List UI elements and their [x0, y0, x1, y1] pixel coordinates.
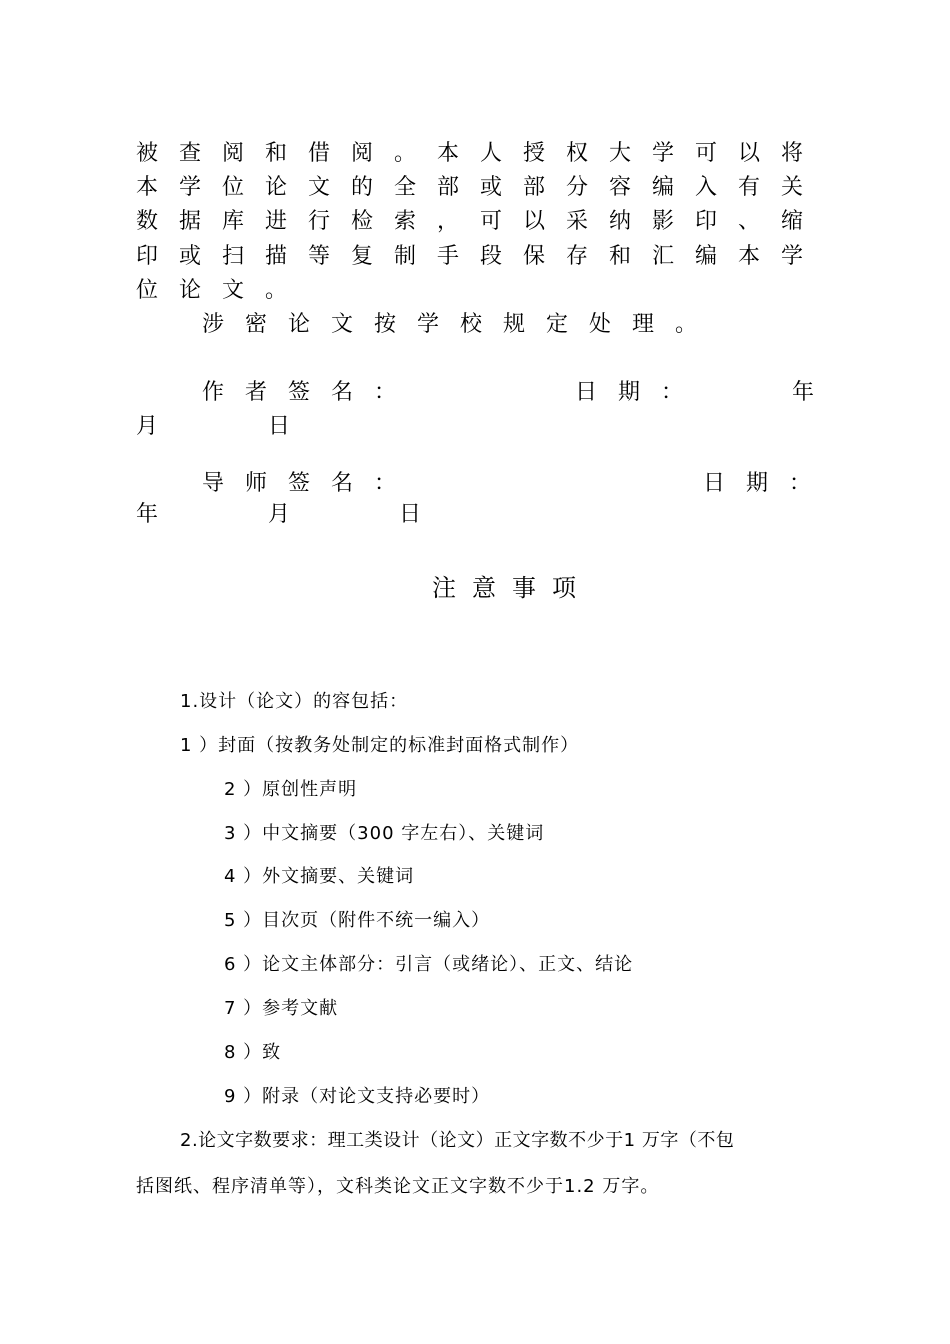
- author-date-year: 年: [792, 380, 836, 405]
- notice-item-1: 1.设计（论文）的容包括：: [180, 691, 409, 712]
- declaration-line-5: 位论文。: [136, 278, 309, 303]
- declaration-line-4: 印或扫描等复制手段保存和汇编本学: [136, 244, 825, 269]
- author-date-month: 月: [136, 414, 180, 439]
- advisor-date-label: 日期：: [703, 471, 833, 496]
- notice-sub-9: 9 ）附录（对论文支持必要时）: [224, 1086, 491, 1107]
- notice-item-2-line-1: 2.论文字数要求：理工类设计（论文）正文字数不少于1 万字（不包: [180, 1130, 735, 1151]
- notice-title: 注意事项: [432, 574, 592, 602]
- secret-thesis-note: 涉密论文按学校规定处理。: [202, 312, 719, 337]
- author-date-label: 日期：: [575, 380, 705, 405]
- notice-sub-5: 5 ）目次页（附件不统一编入）: [224, 910, 491, 931]
- notice-sub-3: 3 ）中文摘要（300 字左右）、关键词: [224, 823, 545, 844]
- declaration-line-2: 本学位论文的全部或部分容编入有关: [136, 175, 825, 200]
- notice-sub-1: 1 ）封面（按教务处制定的标准封面格式制作）: [180, 735, 580, 756]
- advisor-sign-label: 导师签名：: [202, 471, 418, 496]
- notice-sub-4: 4 ）外文摘要、关键词: [224, 866, 415, 887]
- notice-sub-7: 7 ）参考文献: [224, 998, 339, 1019]
- notice-sub-6: 6 ）论文主体部分：引言（或绪论）、正文、结论: [224, 954, 634, 975]
- notice-item-2-line-2: 括图纸、程序清单等），文科类论文正文字数不少于1.2 万字。: [136, 1176, 660, 1197]
- advisor-date-year: 年: [136, 502, 180, 527]
- author-sign-label: 作者签名：: [202, 380, 418, 405]
- advisor-date-month: 月: [268, 502, 312, 527]
- declaration-line-3: 数据库进行检索，可以采纳影印、缩: [136, 209, 825, 234]
- notice-sub-2: 2 ）原创性声明: [224, 779, 358, 800]
- declaration-line-1: 被查阅和借阅。本人授权大学可以将: [136, 141, 825, 166]
- author-date-day: 日: [268, 414, 312, 439]
- notice-sub-8: 8 ）致: [224, 1042, 282, 1063]
- advisor-date-day: 日: [399, 502, 443, 527]
